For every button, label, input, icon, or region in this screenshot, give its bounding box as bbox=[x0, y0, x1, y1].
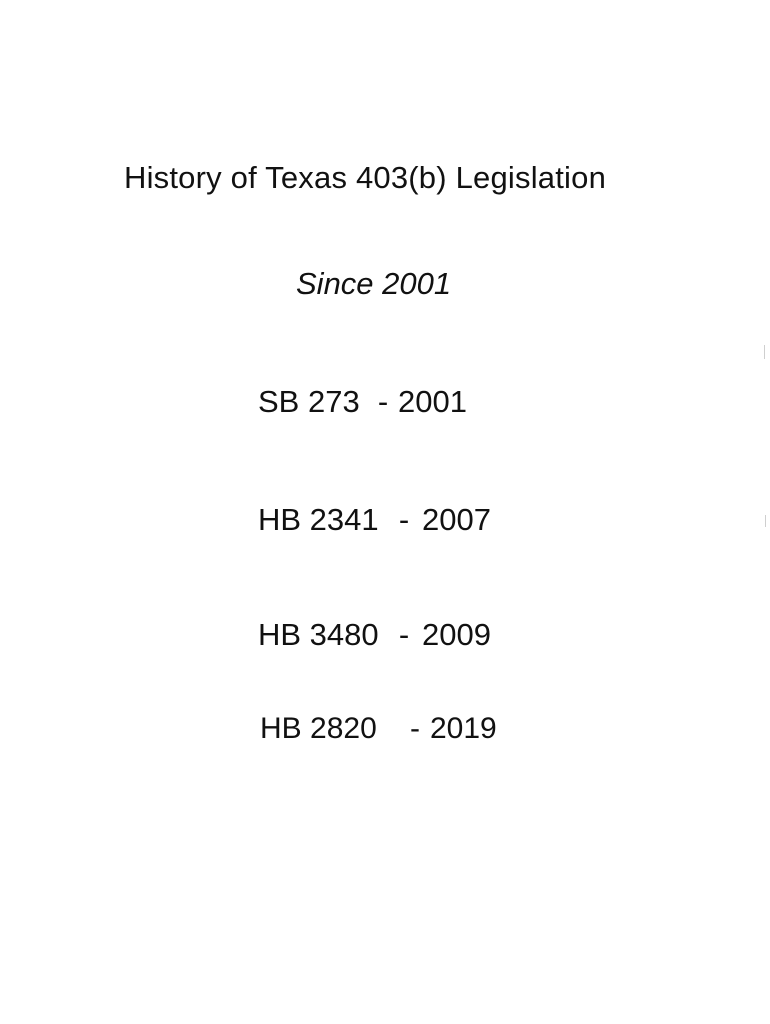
bill-entry bbox=[258, 502, 491, 538]
bill-separator: - bbox=[377, 384, 389, 419]
bill-year: 2001 bbox=[398, 384, 467, 419]
bill-entry bbox=[258, 384, 467, 420]
bill-separator: - bbox=[398, 617, 410, 652]
bill-entry bbox=[258, 617, 491, 653]
bill-number: SB 273 bbox=[258, 384, 360, 419]
bill-separator: - bbox=[410, 712, 420, 745]
bill-number: HB 2341 bbox=[258, 502, 379, 537]
bill-entry bbox=[260, 712, 497, 746]
bill-year: 2009 bbox=[422, 617, 491, 652]
bill-separator: - bbox=[398, 502, 410, 537]
bill-year: 2007 bbox=[422, 502, 491, 537]
page-title: History of Texas 403(b) Legislation bbox=[124, 160, 607, 195]
page-subtitle: Since 2001 bbox=[296, 266, 452, 301]
scan-artifact bbox=[765, 515, 766, 527]
bill-number: HB 3480 bbox=[258, 617, 379, 652]
bill-year: 2019 bbox=[430, 712, 497, 745]
scan-artifact bbox=[764, 345, 765, 359]
bill-number: HB 2820 bbox=[260, 712, 377, 745]
